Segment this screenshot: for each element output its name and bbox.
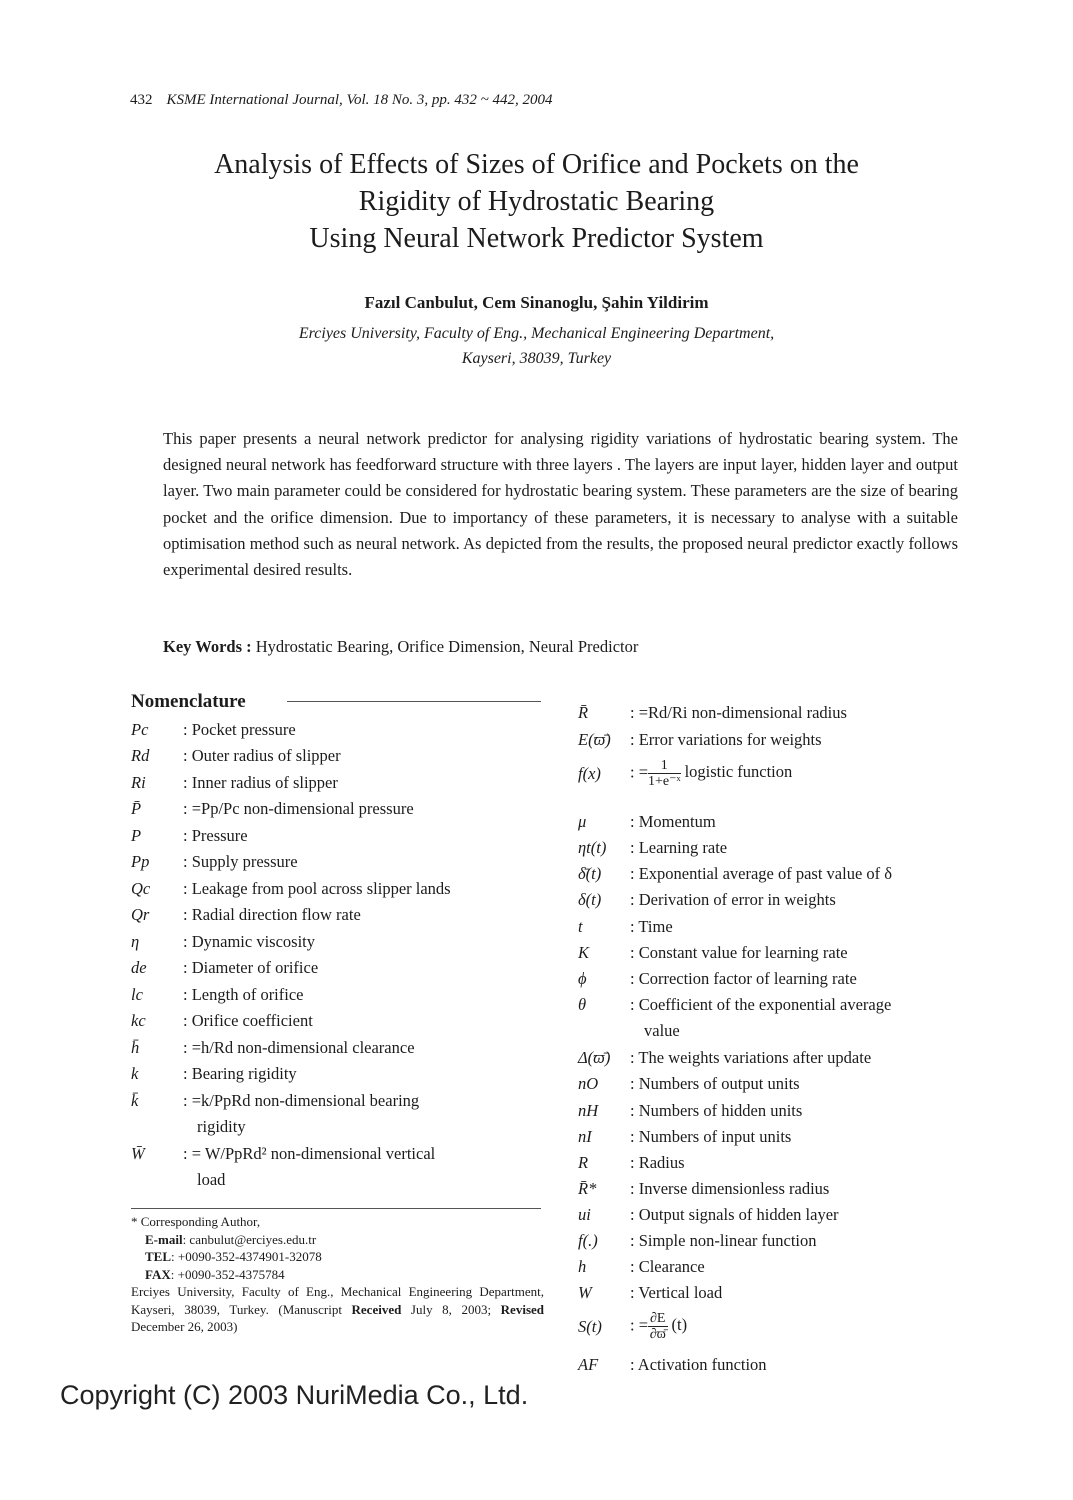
nomenclature-symbol: Pc — [131, 720, 149, 739]
nomenclature-symbol: t — [578, 917, 583, 936]
page-number: 432 — [130, 92, 153, 108]
nomenclature-symbol — [131, 1117, 197, 1137]
nomenclature-symbol: nH — [578, 1101, 599, 1120]
nomenclature-description: : =Rd/Ri non-dimensional radius — [630, 703, 847, 722]
nomenclature-row — [131, 1144, 551, 1164]
nomenclature-description: load — [197, 1170, 226, 1189]
nomenclature-symbol — [578, 1021, 644, 1041]
nomenclature-row — [578, 1311, 998, 1342]
nomenclature-symbol: f(.) — [578, 1231, 598, 1250]
nomenclature-description: : Inner radius of slipper — [183, 773, 338, 792]
keywords-label: Key Words : — [163, 637, 252, 656]
nomenclature-symbol: de — [131, 958, 147, 977]
nomenclature-symbol: h — [578, 1257, 587, 1276]
nomenclature-row — [578, 864, 998, 884]
nomenclature-symbol: S(t) — [578, 1316, 602, 1336]
nomenclature-row — [131, 1091, 551, 1111]
nomenclature-description: : Constant value for learning rate — [630, 943, 848, 962]
nomenclature-row — [578, 1179, 998, 1199]
nomenclature-description: : Diameter of orifice — [183, 958, 319, 977]
nomenclature-description: logistic function — [684, 762, 793, 782]
nomenclature-row — [578, 758, 998, 789]
nomenclature-description: : Momentum — [630, 812, 716, 831]
address-text — [131, 1283, 544, 1336]
nomenclature-row — [578, 1074, 998, 1094]
nomenclature-description: : =h/Rd non-dimensional clearance — [183, 1038, 415, 1057]
nomenclature-description: : =Pp/Pc non-dimensional pressure — [183, 799, 414, 818]
copyright-notice: Copyright (C) 2003 NuriMedia Co., Ltd. — [60, 1380, 529, 1410]
keywords — [163, 637, 638, 657]
nomenclature-symbol: R — [578, 1153, 589, 1172]
nomenclature-symbol: W̄ — [131, 1144, 145, 1163]
fraction-denominator: 1+e⁻ˣ — [648, 774, 681, 789]
nomenclature-symbol: ϕ — [578, 969, 587, 988]
nomenclature-row — [131, 1011, 551, 1031]
running-header — [130, 92, 553, 109]
nomenclature-description: : Derivation of error in weights — [630, 890, 836, 909]
nomenclature-row — [131, 799, 551, 819]
nomenclature-symbol: Pp — [131, 852, 150, 871]
nomenclature-symbol: lc — [131, 985, 143, 1004]
fax-value: : +0090-352-4375784 — [170, 1266, 285, 1282]
email-label: E-mail — [145, 1231, 183, 1247]
tel-label: TEL — [145, 1249, 172, 1264]
nomenclature-description: : Clearance — [630, 1257, 705, 1276]
nomenclature-row — [131, 826, 551, 846]
fraction-prefix: : = — [630, 762, 649, 782]
nomenclature-description: : Supply pressure — [183, 852, 298, 871]
nomenclature-row — [131, 905, 551, 925]
nomenclature-row — [578, 703, 998, 723]
nomenclature-row — [578, 1231, 998, 1251]
nomenclature-description: value — [644, 1021, 680, 1040]
address: Erciyes University, Faculty of Eng., Mechanical Engineering Department, Kayseri, 38039, Turkey. (Manuscript — [131, 1284, 544, 1317]
affiliation-line: Erciyes University, Faculty of Eng., Mechanical Engineering Department, — [298, 325, 775, 342]
nomenclature-row — [578, 1101, 998, 1121]
footnote-line: * Corresponding Author, — [131, 1214, 261, 1229]
nomenclature-symbol: Δ(ϖ̄) — [578, 1048, 611, 1067]
nomenclature-description: : Inverse dimensionless radius — [630, 1179, 830, 1198]
nomenclature-description: : Outer radius of slipper — [183, 746, 341, 765]
title-line: Using Neural Network Predictor System — [309, 223, 764, 254]
nomenclature-row — [131, 932, 551, 952]
title-line: Analysis of Effects of Sizes of Orifice and Pockets on the — [214, 149, 859, 180]
nomenclature-row — [578, 812, 998, 832]
email-line — [131, 1231, 544, 1249]
tel-value: : +0090-352-4374901-32078 — [171, 1249, 322, 1264]
nomenclature-symbol: W — [578, 1283, 592, 1302]
nomenclature-description: : Length of orifice — [183, 985, 304, 1004]
nomenclature-row — [578, 1355, 998, 1375]
nomenclature-rule — [287, 701, 541, 702]
nomenclature-description: rigidity — [197, 1117, 246, 1136]
nomenclature-symbol: R̄ — [578, 703, 589, 722]
fax-line — [131, 1266, 544, 1284]
nomenclature-description: : Simple non-linear function — [630, 1231, 817, 1250]
nomenclature-description: : Correction factor of learning rate — [630, 969, 857, 988]
nomenclature-symbol: Ri — [131, 773, 146, 792]
nomenclature-symbol: AF — [578, 1355, 599, 1374]
nomenclature-row — [131, 1117, 551, 1137]
nomenclature-description: : Bearing rigidity — [183, 1064, 297, 1083]
nomenclature-description: : Learning rate — [630, 838, 728, 857]
nomenclature-description: : Error variations for weights — [630, 730, 822, 749]
nomenclature-symbol: nO — [578, 1074, 599, 1093]
nomenclature-description: : Radius — [630, 1153, 685, 1172]
corresponding-author-footnote — [131, 1213, 544, 1336]
nomenclature-symbol: Rd — [131, 746, 150, 765]
nomenclature-description: : Numbers of input units — [630, 1127, 792, 1146]
nomenclature-symbol: ηt(t) — [578, 838, 607, 857]
fraction — [648, 1311, 667, 1342]
nomenclature-symbol: δ(t) — [578, 890, 602, 909]
abstract: This paper presents a neural network predictor for analysing rigidity variations of hydrostatic bearing system. The designed neural network has feedforward structure with three layers . The layers are input layer, hidden layer and output layer. Two main parameter could be considered for hydrostatic bearing system. These parameters are the size of bearing pocket and the orifice dimension. Due to importancy of these parameters, it is necessary to analyse with a suitable optimisation method such as neural network. As depicted from the results, the proposed neural predictor exactly follows experimental desired results. — [163, 429, 958, 580]
nomenclature-description: : Dynamic viscosity — [183, 932, 315, 951]
nomenclature-row — [578, 1048, 998, 1068]
nomenclature-symbol: δ̄(t) — [578, 864, 602, 883]
fraction-prefix: : = — [630, 1315, 649, 1335]
nomenclature-symbol: P — [131, 826, 142, 845]
nomenclature-description: : Numbers of hidden units — [630, 1101, 803, 1120]
nomenclature-symbol: K — [578, 943, 590, 962]
nomenclature-row — [131, 958, 551, 978]
nomenclature-description — [630, 758, 998, 789]
nomenclature-row — [578, 969, 998, 989]
email-value: : canbulut@erciyes.edu.tr — [182, 1231, 317, 1247]
nomenclature-row — [131, 773, 551, 793]
fax-label: FAX — [145, 1266, 171, 1282]
nomenclature-row — [131, 746, 551, 766]
nomenclature-description — [630, 1311, 998, 1342]
received-date: July 8, 2003; — [410, 1301, 492, 1317]
fraction-denominator: ∂ϖ̄ — [649, 1327, 666, 1342]
nomenclature-row — [131, 1170, 551, 1190]
nomenclature-symbol: R̄* — [578, 1179, 597, 1198]
nomenclature-row — [131, 1064, 551, 1084]
nomenclature-symbol — [131, 1170, 197, 1190]
nomenclature-row — [578, 1205, 998, 1225]
nomenclature-row — [131, 985, 551, 1005]
nomenclature-row — [131, 879, 551, 899]
nomenclature-description: : =k/PpRd non-dimensional bearing — [183, 1091, 420, 1110]
nomenclature-description: : = W/PpRd² non-dimensional vertical — [183, 1144, 436, 1163]
fraction — [648, 758, 681, 789]
nomenclature-symbol: θ — [578, 995, 587, 1014]
nomenclature-description: : Activation function — [630, 1355, 767, 1374]
nomenclature-description: : Time — [630, 917, 673, 936]
nomenclature-description: : Exponential average of past value of δ — [630, 864, 893, 883]
nomenclature-row — [131, 852, 551, 872]
nomenclature-description: : Leakage from pool across slipper lands — [183, 879, 451, 898]
affiliation-line: Kayseri, 38039, Turkey — [461, 350, 612, 367]
nomenclature-symbol: f(x) — [578, 763, 601, 783]
nomenclature-row — [578, 995, 998, 1015]
nomenclature-row — [578, 943, 998, 963]
fraction-numerator: ∂E — [650, 1311, 666, 1326]
affiliation — [100, 321, 973, 371]
authors: Fazıl Canbulut, Cem Sinanoglu, Şahin Yildirim — [364, 293, 709, 312]
nomenclature-description: : The weights variations after update — [630, 1048, 872, 1067]
nomenclature-description: : Orifice coefficient — [183, 1011, 313, 1030]
nomenclature-description: : Pressure — [183, 826, 248, 845]
nomenclature-symbol: η — [131, 932, 140, 951]
received-label: Received — [351, 1301, 402, 1317]
footnote-rule — [131, 1208, 541, 1209]
nomenclature-row — [578, 1257, 998, 1277]
nomenclature-symbol: ui — [578, 1205, 591, 1224]
nomenclature-row — [578, 838, 998, 858]
nomenclature-row — [578, 890, 998, 910]
nomenclature-row — [578, 730, 998, 750]
nomenclature-row — [578, 917, 998, 937]
nomenclature-symbol: h̄ — [131, 1038, 140, 1057]
nomenclature-symbol: P̄ — [131, 799, 142, 818]
nomenclature-symbol: nI — [578, 1127, 592, 1146]
keywords-text: Hydrostatic Bearing, Orifice Dimension, Neural Predictor — [255, 637, 639, 656]
nomenclature-heading: Nomenclature — [131, 691, 246, 712]
nomenclature-symbol: Qc — [131, 879, 151, 898]
nomenclature-row — [578, 1283, 998, 1303]
nomenclature-description: : Numbers of output units — [630, 1074, 800, 1093]
nomenclature-row — [131, 1038, 551, 1058]
nomenclature-row — [578, 1021, 998, 1041]
nomenclature-symbol: kc — [131, 1011, 146, 1030]
nomenclature-description: (t) — [671, 1315, 688, 1335]
fraction-numerator: 1 — [648, 758, 681, 774]
tel-line — [131, 1248, 544, 1266]
nomenclature-description: : Vertical load — [630, 1283, 723, 1302]
revised-date: December 26, 2003) — [131, 1319, 238, 1334]
title-line: Rigidity of Hydrostatic Bearing — [358, 186, 715, 217]
nomenclature-description: : Pocket pressure — [183, 720, 296, 739]
nomenclature-description: : Coefficient of the exponential average — [630, 995, 892, 1014]
nomenclature-row — [131, 720, 551, 740]
nomenclature-symbol: Qr — [131, 905, 150, 924]
journal-citation: KSME International Journal, Vol. 18 No. 3, pp. 432 ~ 442, 2004 — [166, 92, 553, 108]
nomenclature-symbol: k — [131, 1064, 139, 1083]
nomenclature-symbol: E(ϖ̄) — [578, 730, 611, 749]
nomenclature-row — [578, 1127, 998, 1147]
nomenclature-description: : Radial direction flow rate — [183, 905, 361, 924]
revised-label: Revised — [500, 1301, 545, 1317]
nomenclature-symbol: μ — [578, 812, 587, 831]
nomenclature-row — [578, 1153, 998, 1173]
nomenclature-description: : Output signals of hidden layer — [630, 1205, 839, 1224]
paper-title — [100, 146, 973, 257]
nomenclature-symbol: k̄ — [131, 1091, 139, 1110]
